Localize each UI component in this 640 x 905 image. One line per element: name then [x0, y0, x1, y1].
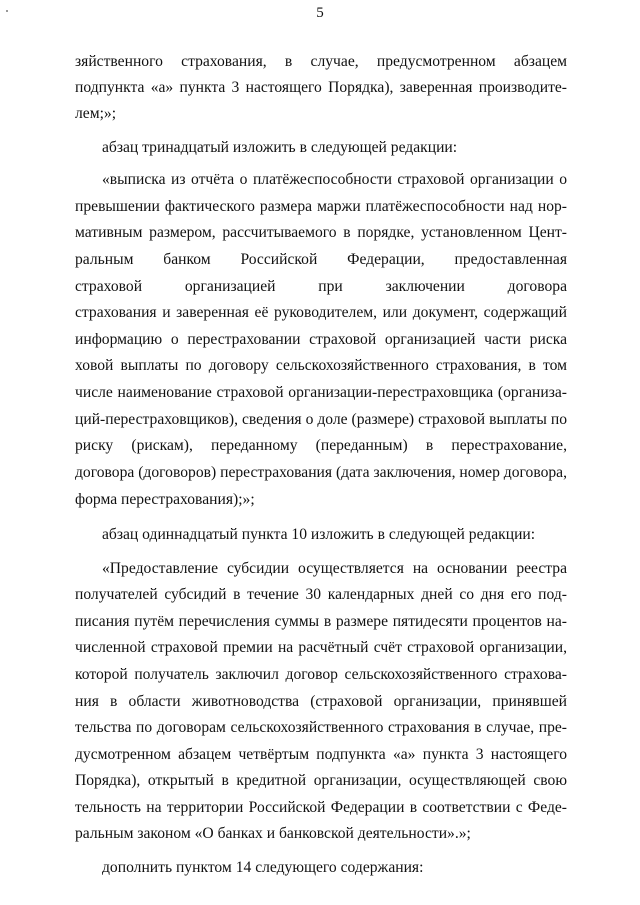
text-line: абзац одиннадцатый пункта 10 изложить в следующей редакции:	[102, 526, 536, 543]
text-line: мативным размером, рассчитываемого в порядке, установленном Цент-	[75, 224, 567, 241]
text-line: ций-перестраховщиков), сведения о доле (размере) страховой выплаты по	[75, 411, 567, 428]
text-line: подпункта «а» пункта 3 настоящего Порядка), заверенная производите-	[75, 79, 567, 96]
page-number: 5	[316, 5, 324, 21]
text-line: писания путём перечисления суммы в размере пятидесяти процентов на-	[75, 613, 567, 630]
text-line: получателей субсидий в течение 30 календарных дней со дня его под-	[75, 586, 567, 603]
text-line: Порядка), открытый в кредитной организации, осуществляющей свою	[75, 772, 567, 789]
text-line: «выписка из отчёта о платёжеспособности страховой организации о	[102, 171, 567, 188]
text-line: страхования и заверенная её руководителем, или документ, содержащий	[75, 304, 567, 321]
text-line: риску (рискам), переданному (переданным) в перестрахование,	[75, 437, 567, 454]
text-line: тельность на территории Российской Федерации в соответствии с Феде-	[75, 799, 567, 816]
text-line: дусмотренном абзацем четвёртым подпункта «а» пункта 3 настоящего	[75, 746, 567, 763]
text-line: ния в области животноводства (страховой организации, принявшей	[75, 693, 567, 710]
text-line: ральным банком Российской Федерации, предоставленная	[75, 251, 567, 268]
text-line: дополнить пунктом 14 следующего содержания:	[102, 859, 424, 876]
scan-speck	[6, 10, 8, 12]
text-line: форма перестрахования);»;	[75, 491, 255, 508]
text-line: лем;»;	[75, 105, 117, 122]
text-line: которой получатель заключил договор сельскохозяйственного страхова-	[75, 666, 567, 683]
text-line: «Предоставление субсидии осуществляется на основании реестра	[102, 560, 567, 577]
text-line: договора (договоров) перестрахования (дата заключения, номер договора,	[75, 464, 567, 481]
text-line: превышении фактического размера маржи платёжеспособности над нор-	[75, 198, 567, 215]
text-line: зяйственного страхования, в случае, предусмотренном абзацем	[75, 53, 567, 70]
text-line: ральным законом «О банках и банковской деятельности».»;	[75, 825, 471, 842]
text-line: информацию о перестраховании страховой организацией части риска	[75, 331, 567, 348]
text-line: числе наименование страховой организации-перестраховщика (организа-	[75, 384, 567, 401]
text-line: численной страховой премии на расчётный счёт страховой организации,	[75, 639, 567, 656]
text-line: абзац тринадцатый изложить в следующей редакции:	[102, 139, 458, 156]
text-line: ховой выплаты по договору сельскохозяйственного страхования, в том	[75, 357, 567, 374]
text-line: тельства по договорам сельскохозяйственного страхования в случае, пре-	[75, 719, 567, 736]
text-line: страховой организацией при заключении договора	[75, 278, 567, 295]
